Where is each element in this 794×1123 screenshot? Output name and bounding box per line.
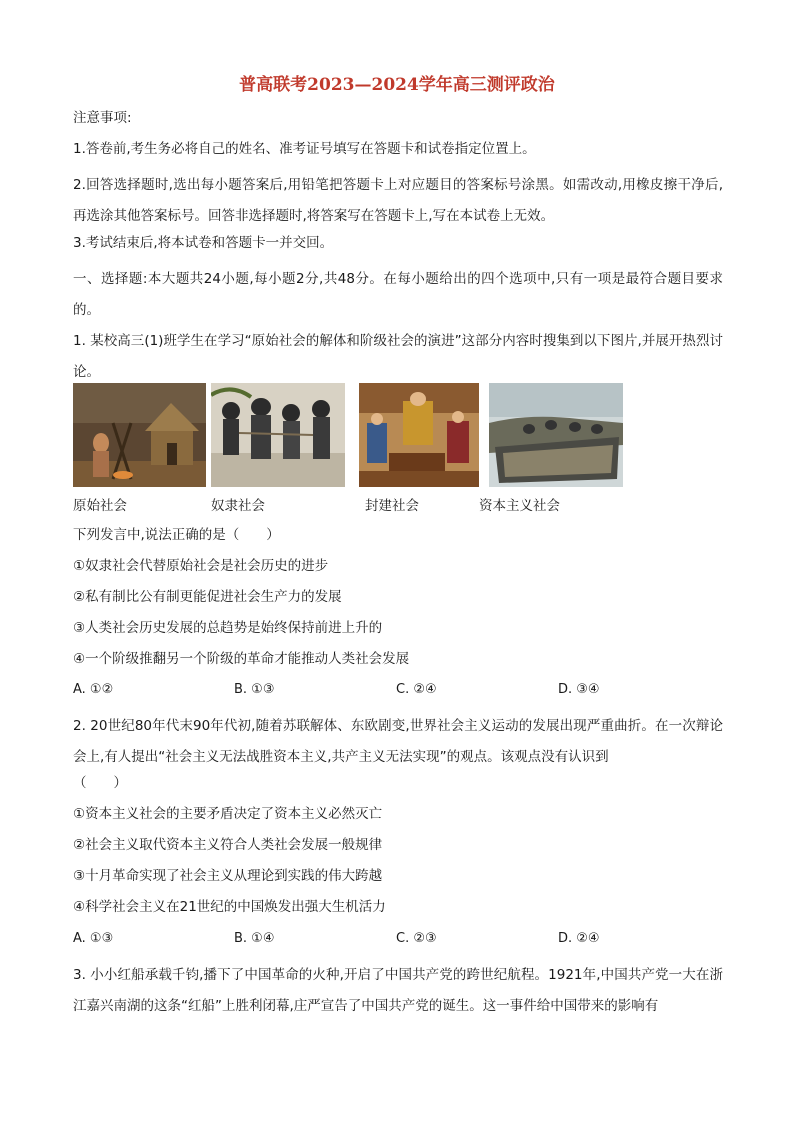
section-heading: 一、选择题:本大题共24小题,每小题2分,共48分。在每小题给出的四个选项中,只有一项是最符合题目要求的。 bbox=[73, 271, 723, 318]
q1-stem: 1. 某校高三(1)班学生在学习“原始社会的解体和阶级社会的演进”这部分内容时搜集到以下图片,并展开热烈讨论。 bbox=[73, 333, 723, 380]
q1-item-1: ①奴隶社会代替原始社会是社会历史的进步 bbox=[73, 558, 329, 574]
q1-image-row bbox=[73, 383, 633, 487]
q1-option-c[interactable]: C. ②④ bbox=[396, 682, 437, 697]
notice-3: 3.考试结束后,将本试卷和答题卡一并交回。 bbox=[73, 235, 334, 251]
q2-item-1: ①资本主义社会的主要矛盾决定了资本主义必然灭亡 bbox=[73, 806, 383, 822]
notice-header: 注意事项: bbox=[73, 110, 132, 126]
q1-option-b[interactable]: B. ①③ bbox=[234, 682, 275, 697]
q2-paren: （ ） bbox=[73, 775, 127, 791]
q2-option-c[interactable]: C. ②③ bbox=[396, 931, 437, 946]
q3-stem: 3. 小小红船承载千钧,播下了中国革命的火种,开启了中国共产党的跨世纪航程。1921年,中国共产党一大在浙江嘉兴南湖的这条“红船”上胜利闭幕,庄严宣告了中国共产党的诞生。这一事件给中国带来的影响有 bbox=[73, 967, 723, 1014]
q1-option-a[interactable]: A. ①② bbox=[73, 682, 114, 697]
q2-option-b[interactable]: B. ①④ bbox=[234, 931, 275, 946]
q1-item-4: ④一个阶级推翻另一个阶级的革命才能推动人类社会发展 bbox=[73, 651, 410, 667]
feudal-society-image bbox=[359, 383, 479, 487]
q2-option-d[interactable]: D. ②④ bbox=[558, 931, 600, 946]
q2-option-a[interactable]: A. ①③ bbox=[73, 931, 114, 946]
q1-prompt: 下列发言中,说法正确的是（ ） bbox=[73, 527, 280, 543]
q1-item-3: ③人类社会历史发展的总趋势是始终保持前进上升的 bbox=[73, 620, 383, 636]
q2-item-4: ④科学社会主义在21世纪的中国焕发出强大生机活力 bbox=[73, 899, 386, 915]
primitive-society-image bbox=[73, 383, 206, 487]
notice-2: 2.回答选择题时,选出每小题答案后,用铅笔把答题卡上对应题目的答案标号涂黑。如需改动,用橡皮擦干净后,再选涂其他答案标号。回答非选择题时,将答案写在答题卡上,写在本试卷上无效。 bbox=[73, 177, 723, 224]
caption-feudal: 封建社会 bbox=[365, 498, 419, 514]
caption-capitalist: 资本主义社会 bbox=[479, 498, 560, 514]
caption-primitive: 原始社会 bbox=[73, 498, 127, 514]
q2-item-3: ③十月革命实现了社会主义从理论到实践的伟大跨越 bbox=[73, 868, 383, 884]
q1-option-d[interactable]: D. ③④ bbox=[558, 682, 600, 697]
slave-society-image bbox=[211, 383, 345, 487]
notice-1: 1.答卷前,考生务必将自己的姓名、准考证号填写在答题卡和试卷指定位置上。 bbox=[73, 141, 536, 157]
caption-slave: 奴隶社会 bbox=[211, 498, 265, 514]
q2-item-2: ②社会主义取代资本主义符合人类社会发展一般规律 bbox=[73, 837, 383, 853]
q2-stem: 2. 20世纪80年代末90年代初,随着苏联解体、东欧剧变,世界社会主义运动的发展出现严重曲折。在一次辩论会上,有人提出“社会主义无法战胜资本主义,共产主义无法实现”的观点。该观点没有认识到 bbox=[73, 718, 723, 765]
page-title: 普高联考2023—2024学年高三测评政治 bbox=[239, 75, 555, 95]
q1-image-captions bbox=[73, 494, 633, 514]
capitalist-society-image bbox=[489, 383, 623, 487]
q1-item-2: ②私有制比公有制更能促进社会生产力的发展 bbox=[73, 589, 342, 605]
